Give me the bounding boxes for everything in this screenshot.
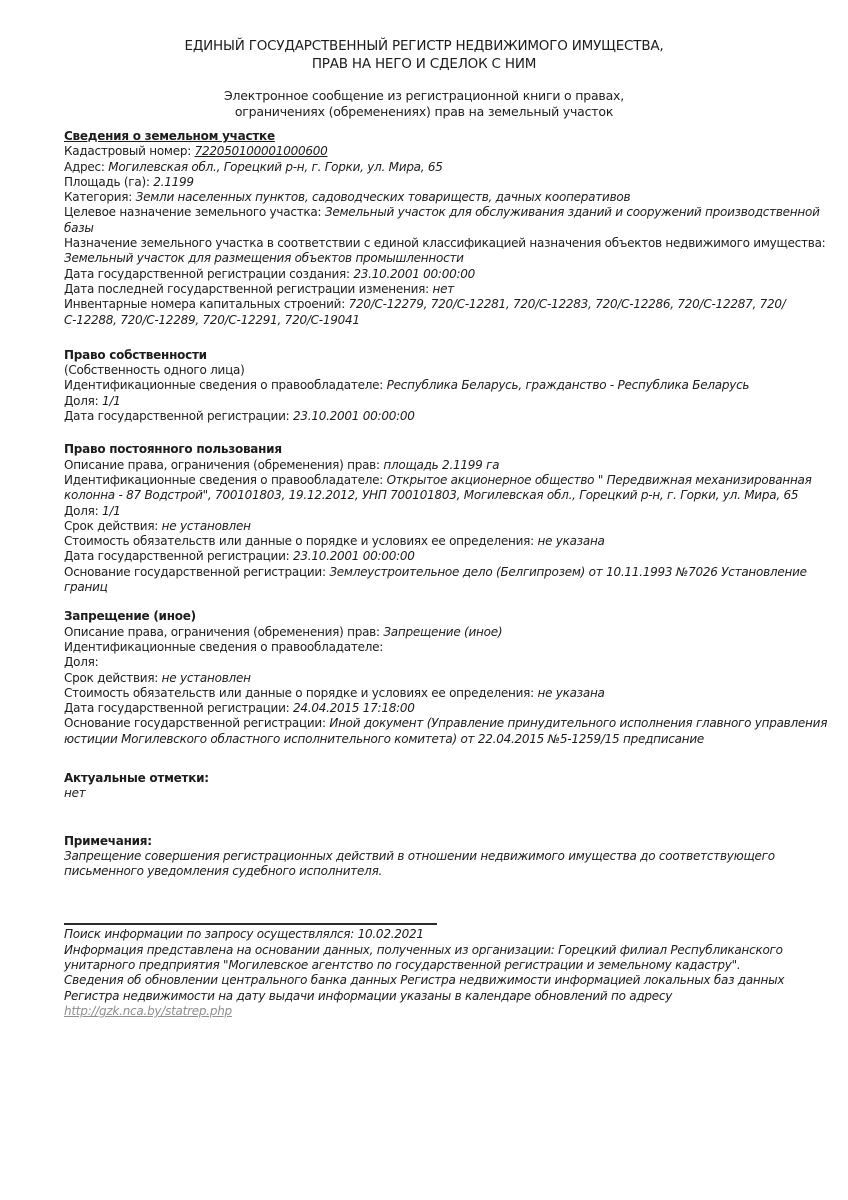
document-body: [0, 129, 848, 1059]
field-label: Описание права, ограничения (обременения) прав:: [64, 624, 384, 639]
field-rightsholder-identification: [64, 640, 828, 655]
field-label: Площадь (га):: [64, 174, 154, 189]
field-label: Доля:: [64, 393, 102, 408]
field-share: [64, 394, 828, 409]
field-label: Идентификационные сведения о правообладателе:: [64, 472, 387, 487]
document-header: [0, 38, 848, 119]
field-registration-basis: [64, 565, 828, 596]
field-registration-change-date: [64, 282, 828, 297]
field-value: нет: [432, 281, 454, 296]
field-value: Открытое акционерное общество " Передвижная механизированная колонна - 87 Водстрой", 700101803, 19.12.2012, УНП 700101803, Могилевская обл., Горецкий р-н, г. Горки, ул. Мира, 65: [64, 472, 812, 503]
field-label: Дата последней государственной регистрации изменения:: [64, 281, 433, 296]
field-label: Срок действия:: [64, 670, 162, 685]
field-label: Дата государственной регистрации создания:: [64, 266, 354, 281]
section-prohibition: [64, 609, 828, 747]
field-classification-purpose: [64, 236, 828, 267]
field-value: Запрещение (иное): [383, 624, 503, 639]
section-permanent-use: [64, 442, 828, 595]
field-value: 720/С-12279, 720/С-12281, 720/С-12283, 720/С-12286, 720/С-12287, 720/С-12288, 720/С-12289, 720/С-12291, 720/С-19041: [64, 297, 786, 327]
field-purpose: [64, 205, 828, 236]
section-heading-prohibition: Запрещение (иное): [64, 609, 196, 624]
field-share: [64, 504, 828, 519]
field-label: Стоимость обязательств или данные о порядке и условиях ее определения:: [64, 534, 538, 549]
field-label: Доля:: [64, 655, 99, 670]
field-obligations-value: [64, 534, 828, 549]
field-registration-date: [64, 549, 828, 564]
footer-divider: [64, 923, 437, 925]
field-registration-creation-date: [64, 267, 828, 282]
field-value: Земельный участок для обслуживания зданий и сооружений производственной базы: [64, 205, 820, 235]
field-rightsholder-identification: [64, 473, 828, 504]
section-heading-permanent-use: Право постоянного пользования: [64, 442, 282, 457]
section-heading-ownership: Право собственности: [64, 347, 207, 362]
field-value: Земельный участок для размещения объектов промышленности: [64, 251, 464, 266]
field-value: Республика Беларусь, гражданство - Республика Беларусь: [386, 378, 750, 393]
section-current-marks: [64, 771, 828, 802]
notes-text: Запрещение совершения регистрационных действий в отношении недвижимого имущества до соответствующего письменного уведомления судебного исполнителя.: [64, 848, 775, 879]
field-value: не установлен: [161, 518, 251, 533]
field-label: Основание государственной регистрации:: [64, 564, 330, 579]
field-address: [64, 160, 828, 175]
field-label: Дата государственной регистрации:: [64, 409, 293, 424]
field-value: Иной документ (Управление принудительного исполнения главного управления юстиции Могилевского областного исполнительного комитета) от 22.04.2015 №5-1259/15 предписание: [64, 716, 828, 746]
field-registration-date: [64, 701, 828, 716]
field-registration-basis: [64, 716, 828, 747]
field-label: Адрес:: [64, 159, 109, 174]
document-title-line2: ПРАВ НА НЕГО И СДЕЛОК С НИМ: [311, 55, 537, 72]
field-registration-date: [64, 409, 828, 424]
field-cadastral-number: [64, 144, 828, 159]
field-label: Инвентарные номера капитальных строений:: [64, 297, 349, 312]
field-inventory-numbers: [64, 297, 828, 328]
field-label: Идентификационные сведения о правообладателе:: [64, 378, 387, 393]
field-value: 23.10.2001 00:00:00: [292, 549, 415, 564]
section-heading-current-marks: Актуальные отметки:: [64, 770, 209, 785]
field-label: Целевое назначение земельного участка:: [64, 205, 325, 220]
field-label: Основание государственной регистрации:: [64, 716, 330, 731]
footer-search-date-line: Поиск информации по запросу осуществлялся: 10.02.2021: [64, 927, 424, 942]
section-ownership: [64, 348, 828, 424]
document-title: [0, 38, 848, 73]
field-value: 2.1199: [153, 174, 194, 189]
field-value: 23.10.2001 00:00:00: [292, 409, 415, 424]
field-obligations-value: [64, 686, 828, 701]
section-land-info: [64, 129, 828, 328]
document-subtitle-line1: Электронное сообщение из регистрационной книги о правах,: [223, 88, 625, 103]
field-label: Описание права, ограничения (обременения) прав:: [64, 457, 384, 472]
field-value: Землеустроительное дело (Белгипрозем) от 10.11.1993 №7026 Установление границ: [64, 564, 807, 595]
footer-calendar-link[interactable]: http://gzk.nca.by/statrep.php: [64, 1003, 232, 1018]
field-validity-term: [64, 671, 828, 686]
field-label: Идентификационные сведения о правообладателе:: [64, 639, 384, 654]
field-validity-term: [64, 519, 828, 534]
ownership-type: (Собственность одного лица): [64, 363, 245, 378]
field-label: Срок действия:: [64, 518, 162, 533]
field-label: Дата государственной регистрации:: [64, 549, 293, 564]
document-footer: [64, 927, 828, 1019]
section-heading-notes: Примечания:: [64, 833, 152, 848]
field-value: не указана: [537, 685, 605, 700]
field-value: площадь 2.1199 га: [383, 457, 500, 472]
field-value: 1/1: [101, 393, 121, 408]
field-label: Категория:: [64, 190, 136, 205]
field-value: Могилевская обл., Горецкий р-н, г. Горки, ул. Мира, 65: [108, 159, 443, 174]
section-notes: [64, 834, 828, 880]
field-right-description: [64, 625, 828, 640]
field-category: [64, 190, 828, 205]
field-value: 24.04.2015 17:18:00: [292, 701, 415, 716]
footer-update-info-line: Сведения об обновлении центрального банка данных Регистра недвижимости информацией локальных баз данных Регистра недвижимости на дату выдачи информации указаны в календаре обновлений по адресу: [64, 973, 785, 1003]
current-marks-value: нет: [64, 786, 86, 801]
field-label: Дата государственной регистрации:: [64, 701, 293, 716]
field-label: Стоимость обязательств или данные о порядке и условиях ее определения:: [64, 685, 538, 700]
document-subtitle-line2: ограничениях (обременениях) прав на земельный участок: [234, 103, 614, 119]
field-rightsholder-identification: [64, 378, 828, 393]
footer-source-line: Информация представлена на основании данных, полученных из организации: Горецкий филиал Республиканского унитарного предприятия "Могилевское агентство по государственной регистрации и земельному кадастру".: [64, 942, 783, 973]
section-heading-land-info: Сведения о земельном участке: [64, 129, 275, 143]
document-subtitle: [0, 88, 848, 119]
field-label: Назначение земельного участка в соответствии с единой классификацией назначения объектов недвижимого имущества:: [64, 236, 826, 251]
document-title-line1: ЕДИНЫЙ ГОСУДАРСТВЕННЫЙ РЕГИСТР НЕДВИЖИМОГО ИМУЩЕСТВА,: [184, 38, 664, 54]
field-label: Кадастровый номер:: [64, 144, 195, 159]
field-value: 722050100001000600: [194, 144, 328, 159]
field-value: не установлен: [161, 670, 251, 685]
field-label: Доля:: [64, 503, 102, 518]
field-right-description: [64, 458, 828, 473]
field-area: [64, 175, 828, 190]
field-share: [64, 655, 828, 670]
field-value: не указана: [537, 534, 605, 549]
field-value: Земли населенных пунктов, садоводческих товариществ, дачных кооперативов: [135, 190, 631, 205]
field-value: 1/1: [101, 503, 121, 518]
field-value: 23.10.2001 00:00:00: [353, 266, 476, 281]
